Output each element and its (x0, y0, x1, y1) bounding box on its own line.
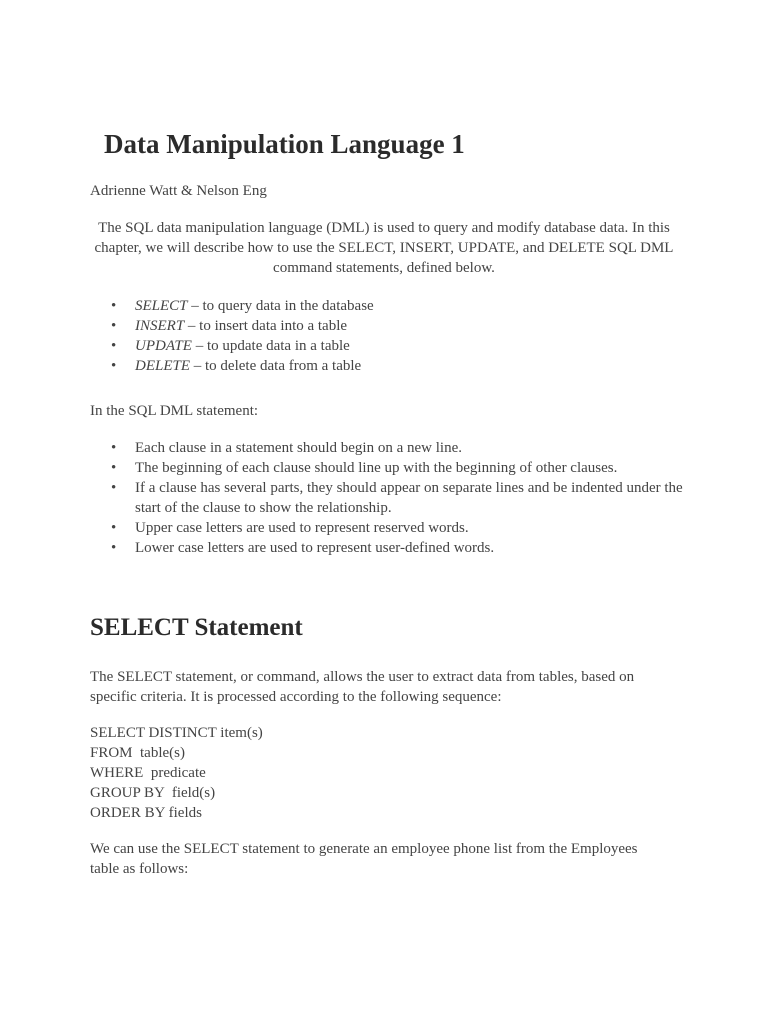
bullet-icon: • (111, 298, 117, 314)
command-keyword: INSERT (135, 318, 185, 334)
syntax-line: WHERE predicate (90, 765, 206, 781)
list-item (111, 458, 695, 478)
syntax-line: SELECT DISTINCT item(s) (90, 725, 263, 741)
bullet-icon: • (111, 338, 117, 354)
list-item (111, 478, 695, 518)
syntax-line: FROM table(s) (90, 745, 185, 761)
section-heading: SELECT Statement (90, 614, 303, 641)
command-description: – to insert data into a table (184, 318, 348, 334)
command-description: – to query data in the database (187, 298, 374, 314)
bullet-icon: • (111, 318, 117, 334)
rule-text: Each clause in a statement should begin on a new line. (135, 440, 462, 456)
bullet-icon: • (111, 540, 117, 556)
command-keyword: DELETE (135, 358, 191, 374)
list-item (111, 316, 695, 336)
bullet-icon: • (111, 358, 117, 374)
list-item (111, 336, 695, 356)
command-keyword: UPDATE (135, 338, 192, 354)
select-syntax (90, 723, 263, 823)
rule-text: Upper case letters are used to represent reserved words. (135, 520, 469, 536)
bullet-icon: • (111, 520, 117, 536)
rule-text: If a clause has several parts, they should appear on separate lines and be indented under the start of the clause to show the relationship. (135, 480, 683, 516)
dml-rules-list (90, 438, 695, 558)
dml-command-list (90, 296, 695, 376)
list-item (111, 518, 695, 538)
dml-statement-intro: In the SQL DML statement: (90, 403, 259, 419)
list-item (111, 438, 695, 458)
list-item (111, 356, 695, 376)
phone-list-paragraph: We can use the SELECT statement to generate an employee phone list from the Employees table as follows: (90, 841, 638, 877)
syntax-line: GROUP BY field(s) (90, 785, 216, 801)
list-item (111, 296, 695, 316)
authors-line: Adrienne Watt & Nelson Eng (90, 183, 267, 199)
syntax-line: ORDER BY fields (90, 805, 202, 821)
page-title: Data Manipulation Language 1 (104, 129, 465, 159)
command-description: – to delete data from a table (193, 358, 362, 374)
rule-text: Lower case letters are used to represent user-defined words. (135, 540, 495, 556)
bullet-icon: • (111, 460, 117, 476)
bullet-icon: • (111, 440, 117, 456)
command-keyword: SELECT (135, 298, 188, 314)
intro-paragraph: The SQL data manipulation language (DML) is used to query and modify database data. In this chapter, we will describe how to use the SELECT, INSERT, UPDATE, and DELETE SQL DML command statements, defined below. (94, 220, 674, 276)
select-description: The SELECT statement, or command, allows the user to extract data from tables, based on specific criteria. It is processed according to the following sequence: (90, 669, 635, 705)
list-item (111, 538, 695, 558)
command-description: – to update data in a table (195, 338, 350, 354)
rule-text: The beginning of each clause should line up with the beginning of other clauses. (135, 460, 618, 476)
bullet-icon: • (111, 480, 117, 496)
